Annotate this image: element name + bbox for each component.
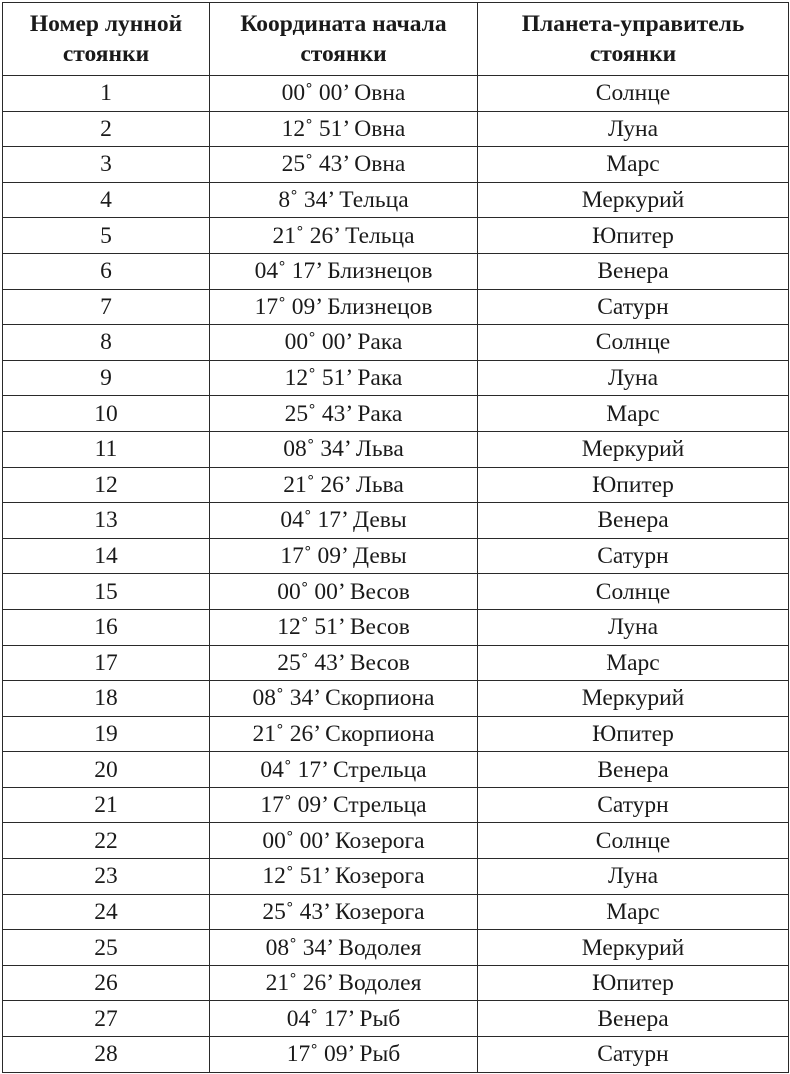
ruling-planet-cell: Венера [478,253,789,289]
start-coordinate-cell: 12˚ 51’ Овна [210,111,478,147]
start-coordinate-cell: 12˚ 51’ Козерога [210,859,478,895]
start-coordinate-cell: 21˚ 26’ Скорпиона [210,716,478,752]
start-coordinate-cell: 00˚ 00’ Весов [210,574,478,610]
ruling-planet-cell: Венера [478,1001,789,1037]
start-coordinate-cell: 25˚ 43’ Овна [210,147,478,183]
table-row [3,538,789,574]
start-coordinate-cell: 17˚ 09’ Близнецов [210,289,478,325]
station-number-cell: 21 [3,787,210,823]
start-coordinate-cell: 25˚ 43’ Рака [210,396,478,432]
ruling-planet-cell: Солнце [478,76,789,112]
station-number-cell: 14 [3,538,210,574]
ruling-planet-cell: Меркурий [478,431,789,467]
lunar-stations-table [2,2,789,1073]
table-row [3,431,789,467]
table-row [3,325,789,361]
ruling-planet-cell: Луна [478,609,789,645]
ruling-planet-cell: Сатурн [478,787,789,823]
station-number-cell: 6 [3,253,210,289]
station-number-cell: 23 [3,859,210,895]
table-row [3,859,789,895]
station-number-cell: 26 [3,965,210,1001]
station-number-cell: 5 [3,218,210,254]
station-number-cell: 25 [3,930,210,966]
table-body [3,76,789,1073]
header-start-coordinate-line1: Координата начала [240,11,447,37]
station-number-cell: 28 [3,1037,210,1073]
table-row [3,965,789,1001]
start-coordinate-cell: 04˚ 17’ Девы [210,503,478,539]
station-number-cell: 11 [3,431,210,467]
start-coordinate-cell: 00˚ 00’ Овна [210,76,478,112]
station-number-cell: 16 [3,609,210,645]
table-row [3,360,789,396]
station-number-cell: 24 [3,894,210,930]
table-row [3,574,789,610]
table-row [3,823,789,859]
table-row [3,681,789,717]
ruling-planet-cell: Юпитер [478,467,789,503]
ruling-planet-cell: Марс [478,894,789,930]
ruling-planet-cell: Луна [478,859,789,895]
table-row [3,1001,789,1037]
ruling-planet-cell: Сатурн [478,289,789,325]
ruling-planet-cell: Юпитер [478,716,789,752]
ruling-planet-cell: Венера [478,503,789,539]
start-coordinate-cell: 00˚ 00’ Рака [210,325,478,361]
station-number-cell: 10 [3,396,210,432]
table-row [3,253,789,289]
station-number-cell: 18 [3,681,210,717]
station-number-cell: 20 [3,752,210,788]
header-row [3,3,789,76]
start-coordinate-cell: 08˚ 34’ Льва [210,431,478,467]
table-row [3,1037,789,1073]
lunar-stations-table-container [2,2,788,1073]
table-row [3,76,789,112]
ruling-planet-cell: Юпитер [478,218,789,254]
ruling-planet-cell: Луна [478,111,789,147]
station-number-cell: 8 [3,325,210,361]
ruling-planet-cell: Солнце [478,325,789,361]
start-coordinate-cell: 00˚ 00’ Козерога [210,823,478,859]
start-coordinate-cell: 04˚ 17’ Стрельца [210,752,478,788]
ruling-planet-cell: Сатурн [478,538,789,574]
station-number-cell: 2 [3,111,210,147]
table-row [3,467,789,503]
start-coordinate-cell: 17˚ 09’ Рыб [210,1037,478,1073]
start-coordinate-cell: 25˚ 43’ Козерога [210,894,478,930]
table-row [3,289,789,325]
station-number-cell: 9 [3,360,210,396]
ruling-planet-cell: Венера [478,752,789,788]
table-row [3,111,789,147]
table-row [3,894,789,930]
station-number-cell: 17 [3,645,210,681]
start-coordinate-cell: 04˚ 17’ Близнецов [210,253,478,289]
station-number-cell: 19 [3,716,210,752]
station-number-cell: 3 [3,147,210,183]
header-ruling-planet-line2: стоянки [589,41,677,67]
ruling-planet-cell: Марс [478,147,789,183]
header-station-number-line1: Номер лунной [29,11,183,37]
start-coordinate-cell: 08˚ 34’ Водолея [210,930,478,966]
start-coordinate-cell: 21˚ 26’ Водолея [210,965,478,1001]
header-ruling-planet [478,3,789,76]
station-number-cell: 7 [3,289,210,325]
station-number-cell: 27 [3,1001,210,1037]
start-coordinate-cell: 21˚ 26’ Тельца [210,218,478,254]
ruling-planet-cell: Сатурн [478,1037,789,1073]
station-number-cell: 1 [3,76,210,112]
header-ruling-planet-line1: Планета-управитель [521,11,745,37]
ruling-planet-cell: Солнце [478,574,789,610]
start-coordinate-cell: 17˚ 09’ Стрельца [210,787,478,823]
table-row [3,716,789,752]
table-row [3,503,789,539]
ruling-planet-cell: Меркурий [478,681,789,717]
header-station-number [3,3,210,76]
ruling-planet-cell: Марс [478,645,789,681]
start-coordinate-cell: 8˚ 34’ Тельца [210,182,478,218]
station-number-cell: 13 [3,503,210,539]
start-coordinate-cell: 21˚ 26’ Льва [210,467,478,503]
station-number-cell: 15 [3,574,210,610]
table-row [3,645,789,681]
ruling-planet-cell: Меркурий [478,182,789,218]
start-coordinate-cell: 12˚ 51’ Весов [210,609,478,645]
ruling-planet-cell: Меркурий [478,930,789,966]
table-header [3,3,789,76]
table-row [3,218,789,254]
ruling-planet-cell: Марс [478,396,789,432]
table-row [3,182,789,218]
start-coordinate-cell: 25˚ 43’ Весов [210,645,478,681]
table-row [3,396,789,432]
start-coordinate-cell: 04˚ 17’ Рыб [210,1001,478,1037]
station-number-cell: 22 [3,823,210,859]
table-row [3,787,789,823]
table-row [3,752,789,788]
header-start-coordinate-line2: стоянки [300,41,387,67]
table-row [3,609,789,645]
start-coordinate-cell: 08˚ 34’ Скорпиона [210,681,478,717]
table-row [3,147,789,183]
start-coordinate-cell: 17˚ 09’ Девы [210,538,478,574]
header-start-coordinate [210,3,478,76]
start-coordinate-cell: 12˚ 51’ Рака [210,360,478,396]
table-row [3,930,789,966]
ruling-planet-cell: Луна [478,360,789,396]
header-station-number-line2: стоянки [62,41,150,67]
station-number-cell: 12 [3,467,210,503]
ruling-planet-cell: Юпитер [478,965,789,1001]
station-number-cell: 4 [3,182,210,218]
ruling-planet-cell: Солнце [478,823,789,859]
